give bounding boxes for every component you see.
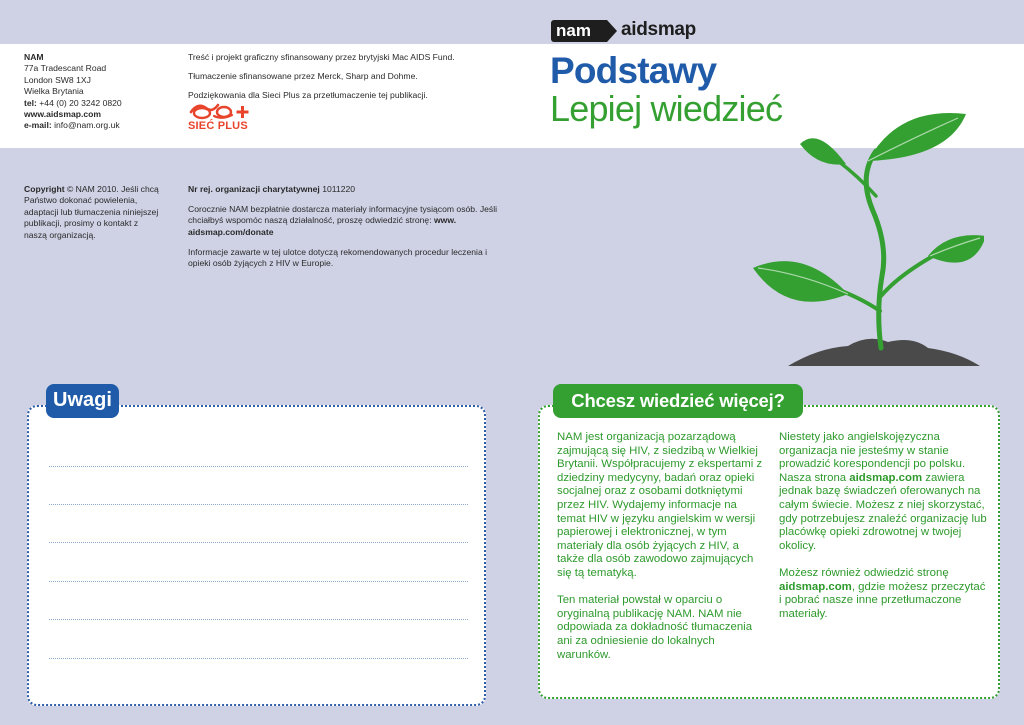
- nam-arrow-icon: [607, 20, 617, 42]
- more-info-column-1: [557, 431, 767, 676]
- aidsmap-link[interactable]: aidsmap.com: [849, 471, 923, 484]
- copyright-block: [24, 184, 159, 241]
- copyright-text: © NAM 2010. Jeśli chcą Państwo dokonać powielenia, adaptacji lub tłumaczenia niniejszej publikacji, prosimy o kontakt z naszą organizacją.: [24, 184, 159, 240]
- siec-plus-text: SIEĆ PLUS: [188, 120, 248, 132]
- charity-block: [188, 184, 498, 278]
- country: Wielka Brytania: [24, 86, 84, 97]
- plant-icon: [748, 96, 984, 370]
- email-label: e-mail:: [24, 120, 52, 131]
- email-link[interactable]: info@nam.org.uk: [51, 120, 120, 131]
- note-line: [49, 466, 468, 467]
- tel-label: tel:: [24, 97, 37, 108]
- notes-box[interactable]: [27, 405, 486, 706]
- notes-label: Uwagi: [46, 384, 119, 418]
- aidsmap-link[interactable]: aidsmap.com: [779, 580, 852, 593]
- org-name: NAM: [24, 52, 44, 62]
- donate-link[interactable]: www. aidsmap.com/donate: [188, 215, 457, 237]
- page-title: Podstawy: [550, 50, 717, 91]
- web-link[interactable]: www.aidsmap.com: [24, 109, 102, 120]
- note-line: [49, 658, 468, 659]
- more-info-column-2: [779, 431, 989, 635]
- credit-line: Podziękowania dla Sieci Plus za przetłumaczenie tej publikacji.: [188, 89, 428, 100]
- credit-line: Tłumaczenie sfinansowane przez Merck, Sharp and Dohme.: [188, 70, 418, 81]
- donate-text: Corocznie NAM bezpłatnie dostarcza materiały informacyjne tysiącom osób. Jeśli chciałbyś wspomóc naszą działalność, proszę odwiedzić stronę:: [188, 203, 498, 226]
- col2-text: , gdzie możesz przeczytać i pobrać nasze inne przetłumaczone materiały.: [779, 580, 986, 620]
- translation-disclaimer: Ten materiał powstał w oparciu o oryginalną publikację NAM. NAM nie odpowiada za dokładność tłumaczenia ani za odniesienie do lokalnych warunków.: [557, 594, 753, 661]
- col2-text: zawiera jednak bazę świadczeń oferowanych na całym świecie. Możesz z niej skorzystać, gdy potrzebujesz znaleźć organizację lub placówkę opieki zdrowotnej w twojej okolicy.: [779, 471, 987, 552]
- nam-description: NAM jest organizacją pozarządową zajmującą się HIV, z siedzibą w Wielkiej Brytanii. Współpracujemy z ekspertami z dziedziny medycyny, badań oraz opieki socjalnej oraz z osobami dotkniętymi przez HIV. Wydajemy informacje na temat HIV w języku angielskim w wersji papierowej i elektronicznej, w tym materiały dla osób żyjących z HIV, a także dla osób zawodowo zajmujących się tą tematyką.: [557, 431, 763, 579]
- city: London SW8 1XJ: [24, 74, 91, 85]
- note-line: [49, 581, 468, 582]
- info-text: Informacje zawarte w tej ulotce dotyczą rekomendowanych procedur leczenia i opieki osób żyjących z HIV w Europie.: [188, 246, 488, 269]
- more-info-label: Chcesz wiedzieć więcej?: [553, 384, 803, 418]
- aidsmap-wordmark: aidsmap: [621, 19, 696, 40]
- tel: +44 (0) 20 3242 0820: [36, 97, 122, 108]
- credit-line: Treść i projekt graficzny sfinansowany przez brytyjski Mac AIDS Fund.: [188, 52, 455, 62]
- charity-reg-number: 1011220: [319, 184, 356, 194]
- note-line: [49, 619, 468, 620]
- page-subtitle: Lepiej wiedzieć: [550, 88, 783, 129]
- address-block: [24, 52, 164, 132]
- street: 77a Tradescant Road: [24, 63, 107, 74]
- copyright-label: Copyright: [24, 184, 65, 194]
- siec-plus-logo: [188, 100, 258, 134]
- nam-badge: nam: [551, 20, 607, 42]
- charity-reg-label: Nr rej. organizacji charytatywnej: [188, 184, 320, 194]
- col2-text: Możesz również odwiedzić stronę: [779, 566, 949, 579]
- note-line: [49, 504, 468, 505]
- col2-text: Niestety jako angielskojęzyczna organizacja nie jesteśmy w stanie prowadzić korespondencji po polsku. Nasza strona: [779, 431, 966, 484]
- note-line: [49, 542, 468, 543]
- siec-plus-mark-icon: [188, 100, 258, 122]
